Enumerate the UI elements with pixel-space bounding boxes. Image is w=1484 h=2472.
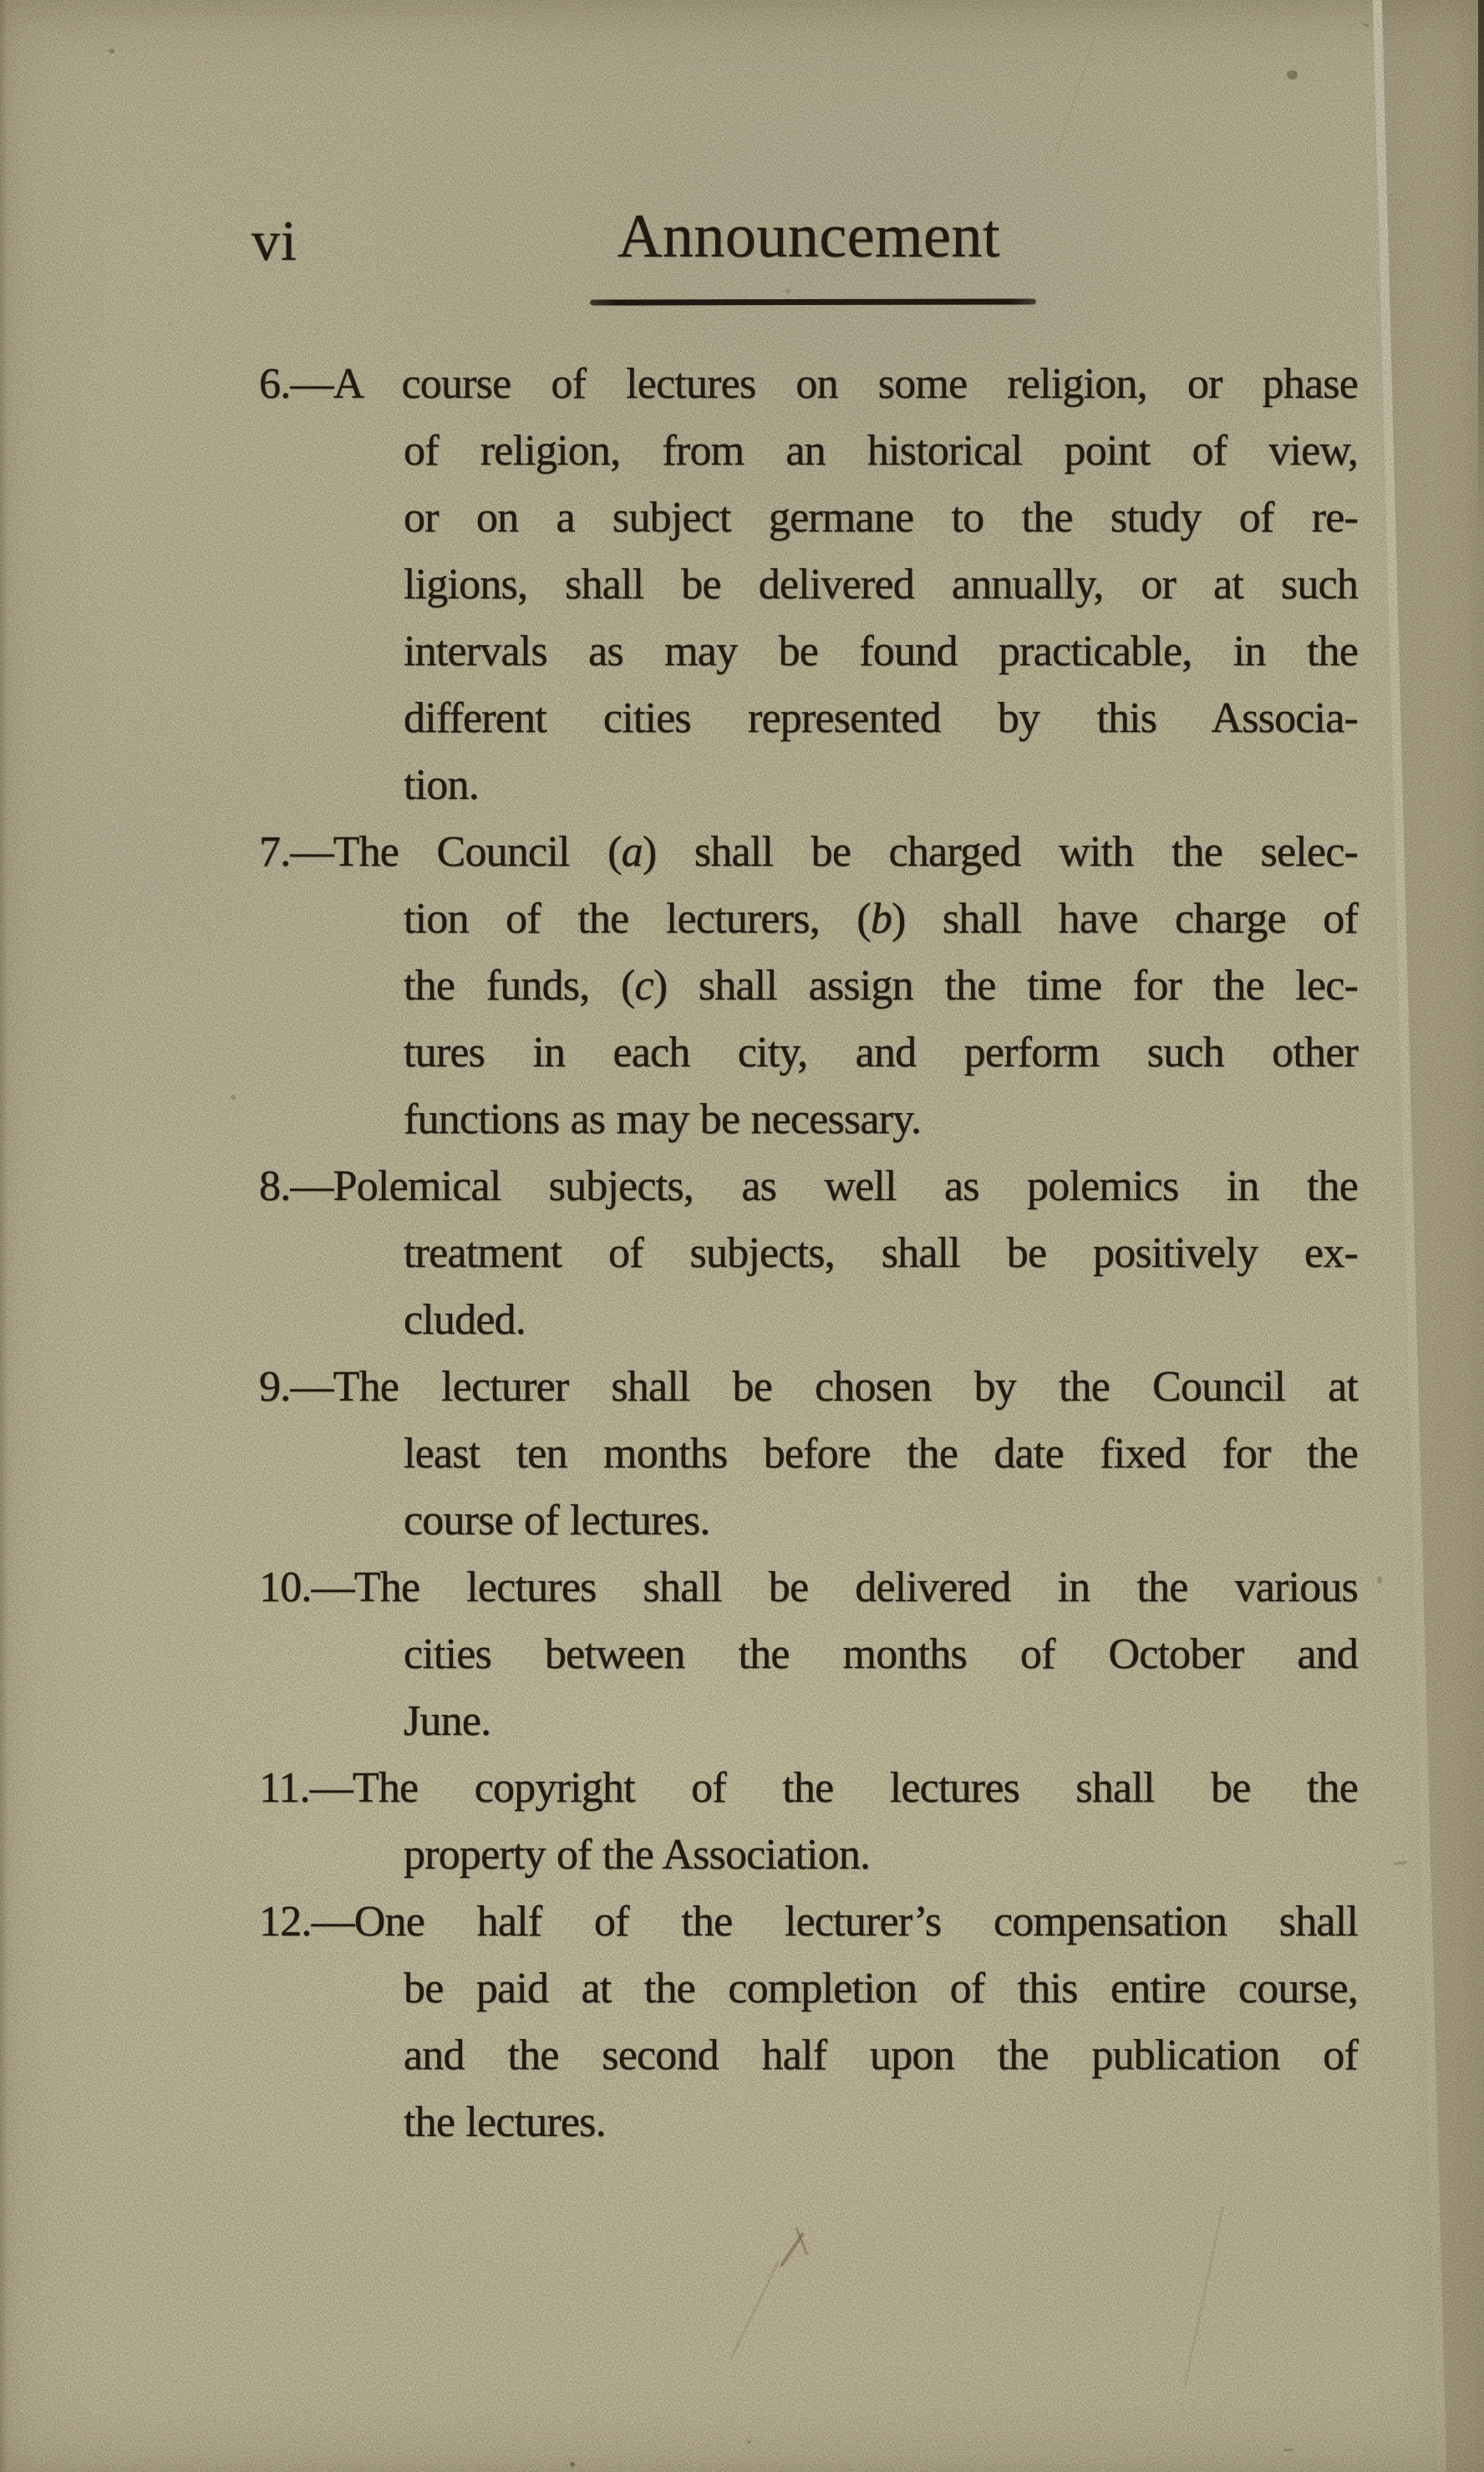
running-header xyxy=(0,202,1484,272)
paper-speck xyxy=(1362,23,1370,28)
text-segment: 6.—A course of lectures on some religion, or phase xyxy=(259,360,1358,408)
text-segment: cities between the months of October and xyxy=(404,1630,1358,1678)
text-line xyxy=(259,1755,1358,1822)
page-edge-dark-line xyxy=(1478,0,1484,535)
text-segment: ) shall be charged with the selec- xyxy=(642,828,1358,876)
text-line xyxy=(404,1822,1358,1889)
paper-speck xyxy=(747,2440,751,2444)
text-segment: 11.—The copyright of the lectures shall be the xyxy=(259,1764,1358,1812)
text-segment: be paid at the completion of this entire course, xyxy=(404,1965,1358,2012)
paper-speck xyxy=(231,1095,236,1100)
italic-letter: c xyxy=(634,962,653,1010)
text-line xyxy=(404,1688,1358,1755)
text-segment: tion of the lecturers, ( xyxy=(404,895,871,943)
text-line xyxy=(404,485,1358,552)
paper-speck xyxy=(109,48,114,53)
text-segment: tion. xyxy=(404,761,479,809)
text-segment: different cities represented by this Associa- xyxy=(404,694,1358,742)
list-item-10 xyxy=(259,1554,1358,1755)
text-segment: ligions, shall be delivered annually, or at such xyxy=(404,561,1358,608)
text-line xyxy=(404,1020,1358,1086)
text-segment: property of the Association. xyxy=(404,1831,871,1879)
text-segment: 9.—The lecturer shall be chosen by the Council at xyxy=(259,1363,1358,1411)
text-segment: 12.—One half of the lecturer’s compensation shall xyxy=(259,1898,1358,1946)
text-line xyxy=(404,1287,1358,1354)
text-line xyxy=(259,1153,1358,1220)
text-segment: 10.—The lectures shall be delivered in the various xyxy=(259,1564,1358,1611)
text-segment: intervals as may be found practicable, in the xyxy=(404,628,1358,675)
text-line xyxy=(404,1956,1358,2022)
page-title: Announcement xyxy=(617,202,1001,271)
text-segment: or on a subject germane to the study of re- xyxy=(404,494,1358,542)
paper-speck xyxy=(570,2462,575,2467)
paper-speck xyxy=(1287,70,1298,79)
text-line xyxy=(404,886,1358,953)
text-segment: treatment of subjects, shall be positively ex- xyxy=(404,1229,1358,1277)
text-line xyxy=(404,1421,1358,1488)
text-line xyxy=(404,1621,1358,1688)
text-line xyxy=(404,685,1358,752)
text-segment: June. xyxy=(404,1697,491,1745)
paper-crease-faint xyxy=(1055,36,1095,155)
paper-speck xyxy=(1283,2449,1293,2451)
list-item-11 xyxy=(259,1755,1358,1889)
list-item-8 xyxy=(259,1153,1358,1354)
text-segment: course of lectures. xyxy=(404,1497,710,1544)
text-line xyxy=(259,1554,1358,1621)
text-segment: the lectures. xyxy=(404,2098,606,2146)
text-line xyxy=(404,418,1358,485)
text-line xyxy=(404,752,1358,819)
text-line xyxy=(404,1086,1358,1153)
italic-letter: a xyxy=(621,828,643,876)
crease-highlight xyxy=(1372,0,1448,2472)
list-item-9 xyxy=(259,1354,1358,1554)
list-item-7 xyxy=(259,819,1358,1153)
text-line xyxy=(259,351,1358,418)
text-segment: 8.—Polemical subjects, as well as polemics in the xyxy=(259,1162,1358,1210)
header-divider-rule xyxy=(590,298,1036,305)
text-segment: cluded. xyxy=(404,1296,526,1344)
text-line xyxy=(259,1354,1358,1421)
text-line xyxy=(404,618,1358,685)
text-segment: functions as may be necessary. xyxy=(404,1096,922,1143)
text-segment: least ten months before the date fixed for the xyxy=(404,1430,1358,1478)
paper-speck xyxy=(1394,1861,1406,1865)
text-line xyxy=(259,1889,1358,1956)
text-segment: ) shall assign the time for the lec- xyxy=(653,962,1358,1010)
text-segment: 7.—The Council ( xyxy=(259,828,622,876)
text-segment: the funds, ( xyxy=(404,962,635,1010)
paper-speck xyxy=(785,289,790,293)
page-number: vi xyxy=(252,209,297,272)
text-line xyxy=(404,1488,1358,1554)
text-segment: and the second half upon the publication of xyxy=(404,2032,1358,2079)
left-edge-shading xyxy=(0,0,8,2472)
page-crease xyxy=(1372,0,1484,2472)
list-item-6 xyxy=(259,351,1358,819)
text-line xyxy=(404,552,1358,618)
page-edge-shading xyxy=(1381,0,1484,2472)
italic-letter: b xyxy=(870,895,892,943)
paper-blemish xyxy=(780,2232,805,2267)
text-line xyxy=(404,2089,1358,2156)
text-line xyxy=(404,2022,1358,2089)
text-segment: of religion, from an historical point of view, xyxy=(404,427,1358,475)
text-block xyxy=(259,351,1358,2156)
list-item-12 xyxy=(259,1889,1358,2156)
text-line xyxy=(404,1220,1358,1287)
text-segment: tures in each city, and perform such other xyxy=(404,1029,1358,1076)
text-line xyxy=(259,819,1358,886)
text-line xyxy=(404,953,1358,1020)
text-segment: ) shall have charge of xyxy=(892,895,1358,943)
paper-blemish xyxy=(795,2227,808,2256)
paper-scratch xyxy=(729,2261,780,2359)
paper-speck xyxy=(1377,1576,1382,1584)
paper-crease-faint xyxy=(1183,2206,1224,2387)
